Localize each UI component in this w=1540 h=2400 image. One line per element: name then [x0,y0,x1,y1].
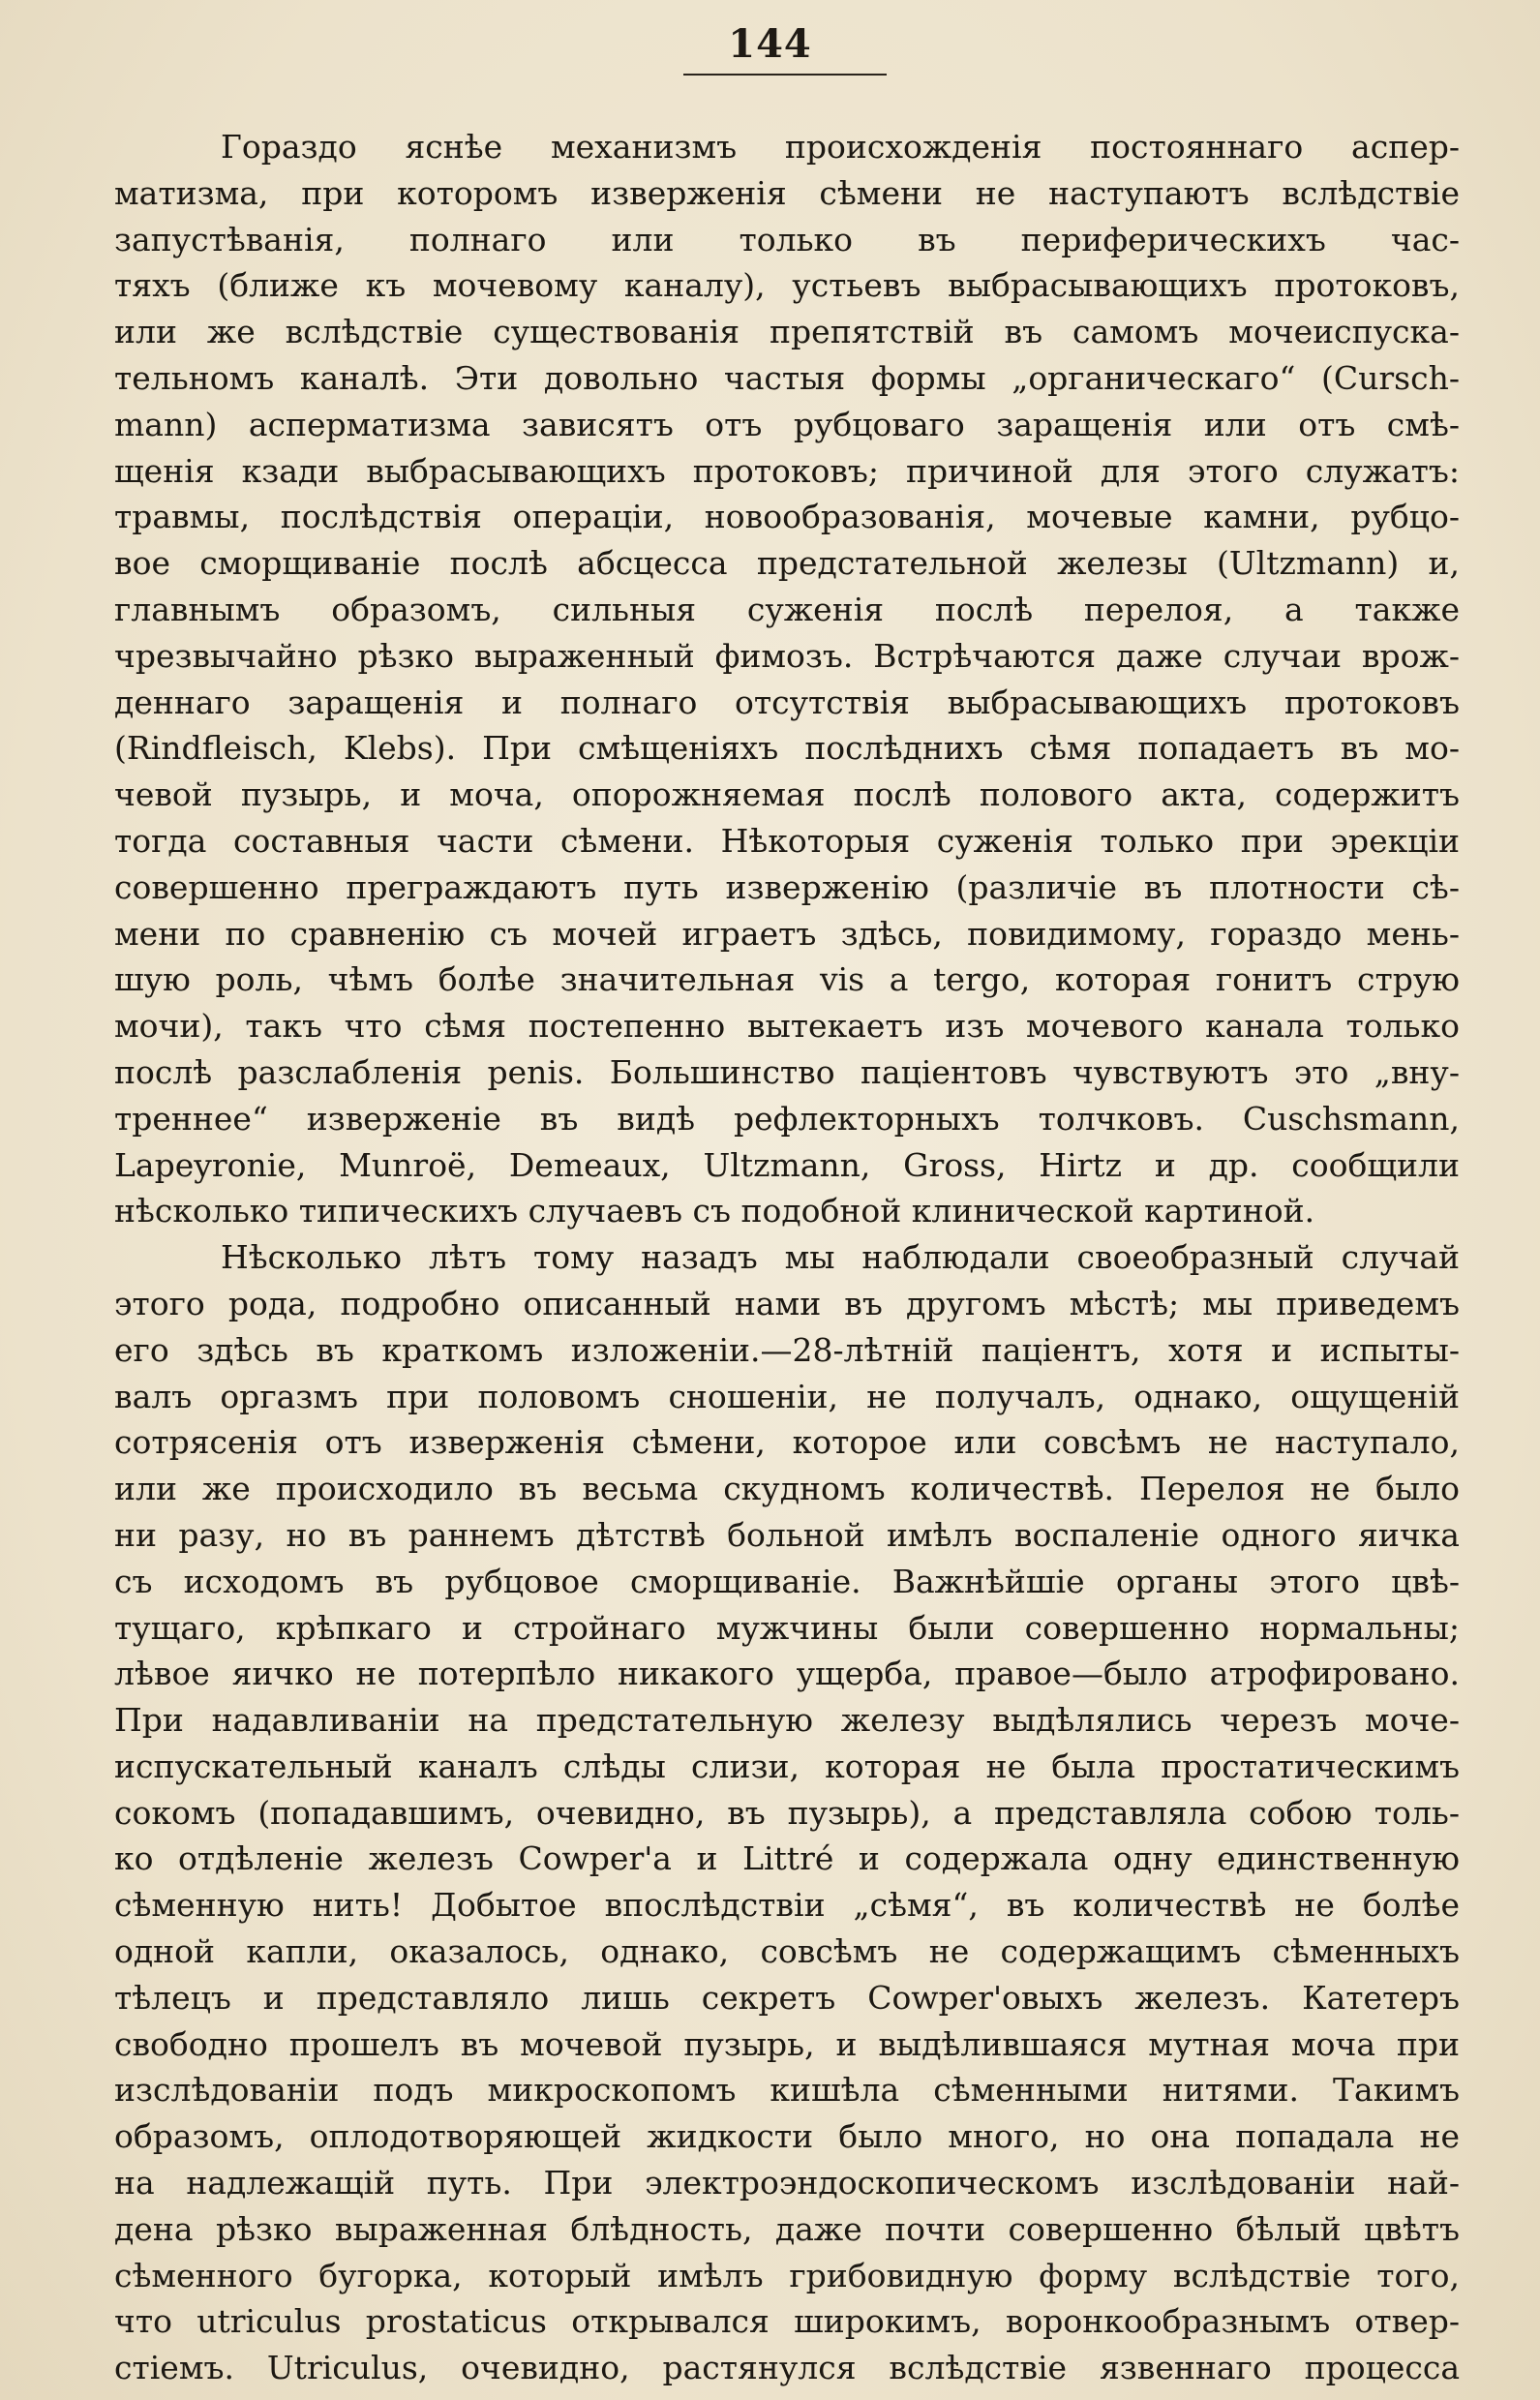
text-line: его здѣсь въ краткомъ изложеніи.—28-лѣтній паціентъ, хотя и испыты- [114,1330,1460,1369]
text-line: нѣсколько типическихъ случаевъ съ подобной клинической картиной. [114,1192,1315,1230]
text-line: вое сморщиваніе послѣ абсцесса предстательной железы (Ultzmann) и, [114,544,1460,583]
text-line: щенія кзади выбрасывающихъ протоковъ; причиной для этого служатъ: [114,451,1460,490]
text-line: свободно прошелъ въ мочевой пузырь, и выдѣлившаяся мутная моча при [114,2024,1460,2063]
text-line: травмы, послѣдствія операціи, новообразованія, мочевые камни, рубцо- [114,498,1460,536]
text-line: сотрясенія отъ изверженія сѣмени, которое или совсѣмъ не наступало, [114,1423,1460,1462]
text-line: mann) асперматизма зависятъ отъ рубцоваго заращенія или отъ смѣ- [114,405,1460,443]
text-line: на надлежащій путь. При электроэндоскопическомъ изслѣдованіи най- [114,2164,1460,2203]
text-line: сѣменного бугорка, который имѣлъ грибовидную форму вслѣдствіе того, [114,2256,1460,2294]
text-line: испускательный каналъ слѣды слизи, которая не была простатическимъ [114,1747,1460,1785]
text-line: шую роль, чѣмъ болѣе значительная vis a tergo, которая гонитъ струю [114,960,1460,999]
text-line: главнымъ образомъ, сильныя суженія послѣ перелоя, а также [114,590,1460,628]
text-line: лѣвое яичко не потерпѣло никакого ущерба, правое—было атрофировано. [114,1655,1460,1693]
text-line: При надавливаніи на предстательную железу выдѣлялись черезъ моче- [114,1701,1460,1740]
text-line: тяхъ (ближе къ мочевому каналу), устьевъ выбрасывающихъ протоковъ, [114,266,1460,305]
text-line: Нѣсколько лѣтъ тому назадъ мы наблюдали своеобразный случай [221,1238,1460,1277]
text-line: мочи), такъ что сѣмя постепенно вытекаетъ изъ мочевого канала только [114,1007,1460,1046]
text-line: образомъ, оплодотворяющей жидкости было много, но она попадала не [114,2117,1460,2156]
text-line: матизма, при которомъ изверженія сѣмени не наступаютъ вслѣдствіе [114,173,1460,212]
text-line: дена рѣзко выраженная блѣдность, даже почти совершенно бѣлый цвѣтъ [114,2209,1460,2248]
text-line: мени по сравненію съ мочей играетъ здѣсь, повидимому, гораздо мень- [114,914,1460,953]
text-line: тогда составныя части сѣмени. Нѣкоторыя суженія только при эрекціи [114,821,1460,860]
text-line: (Rindfleisch, Klebs). При смѣщеніяхъ послѣднихъ сѣмя попадаетъ въ мо- [114,729,1460,768]
text-line: запустѣванія, полнаго или только въ периферическихъ час- [114,220,1460,258]
text-line: тѣлецъ и представляло лишь секретъ Cowper'овыхъ железъ. Катетеръ [114,1978,1460,2017]
text-line: что utriculus prostaticus открывался широкимъ, воронкообразнымъ отвер- [114,2302,1460,2341]
text-line: валъ оргазмъ при половомъ сношеніи, не получалъ, однако, ощущеній [114,1377,1460,1415]
body-text [114,124,1460,2391]
text-line: чевой пузырь, и моча, опорожняемая послѣ полового акта, содержитъ [114,775,1460,814]
page-number: 144 [728,21,812,67]
header-rule [683,74,887,76]
paragraph-1 [114,124,1460,1234]
text-line: совершенно преграждаютъ путь изверженію (различіе въ плотности сѣ- [114,867,1460,906]
text-line: или же вслѣдствіе существованія препятствій въ самомъ мочеиспуска- [114,313,1460,351]
text-line: ко отдѣленіе железъ Cowper'а и Littré и содержала одну единственную [114,1839,1460,1878]
text-line: одной капли, оказалось, однако, совсѣмъ не содержащимъ сѣменныхъ [114,1932,1460,1971]
text-line: чрезвычайно рѣзко выраженный фимозъ. Встрѣчаются даже случаи врож- [114,636,1460,675]
paragraph-2 [114,1234,1460,2391]
text-line: Гораздо яснѣе механизмъ происхожденія постояннаго аспер- [221,128,1460,166]
text-line: ни разу, но въ раннемъ дѣтствѣ больной имѣлъ воспаленіе одного яичка [114,1515,1460,1554]
text-line: тущаго, крѣпкаго и стройнаго мужчины были совершенно нормальны; [114,1608,1460,1647]
text-line: деннаго заращенія и полнаго отсутствія выбрасывающихъ протоковъ [114,683,1460,721]
text-line: треннее“ изверженіе въ видѣ рефлекторныхъ толчковъ. Cuschsmann, [114,1099,1460,1138]
text-line: или же происходило въ весьма скудномъ количествѣ. Перелоя не было [114,1470,1460,1508]
text-line: Lapeyronie, Munroë, Demeaux, Ultzmann, Gross, Hirtz и др. сообщили [114,1145,1460,1184]
text-line: изслѣдованіи подъ микроскопомъ кишѣла сѣменными нитями. Такимъ [114,2071,1460,2110]
text-line: тельномъ каналѣ. Эти довольно частыя формы „органическаго“ (Cursch- [114,358,1460,397]
text-line: послѣ разслабленія penis. Большинство паціентовъ чувствуютъ это „вну- [114,1052,1460,1091]
text-line: сѣменную нить! Добытое впослѣдствіи „сѣмя“, въ количествѣ не болѣе [114,1886,1460,1925]
text-line: сокомъ (попадавшимъ, очевидно, въ пузырь), а представляла собою толь- [114,1793,1460,1832]
text-line: этого рода, подробно описанный нами въ другомъ мѣстѣ; мы приведемъ [114,1284,1460,1322]
text-line: стіемъ. Utriculus, очевидно, растянулся вслѣдствіе язвеннаго процесса [114,2349,1460,2387]
text-line: съ исходомъ въ рубцовое сморщиваніе. Важнѣйшіе органы этого цвѣ- [114,1562,1460,1600]
